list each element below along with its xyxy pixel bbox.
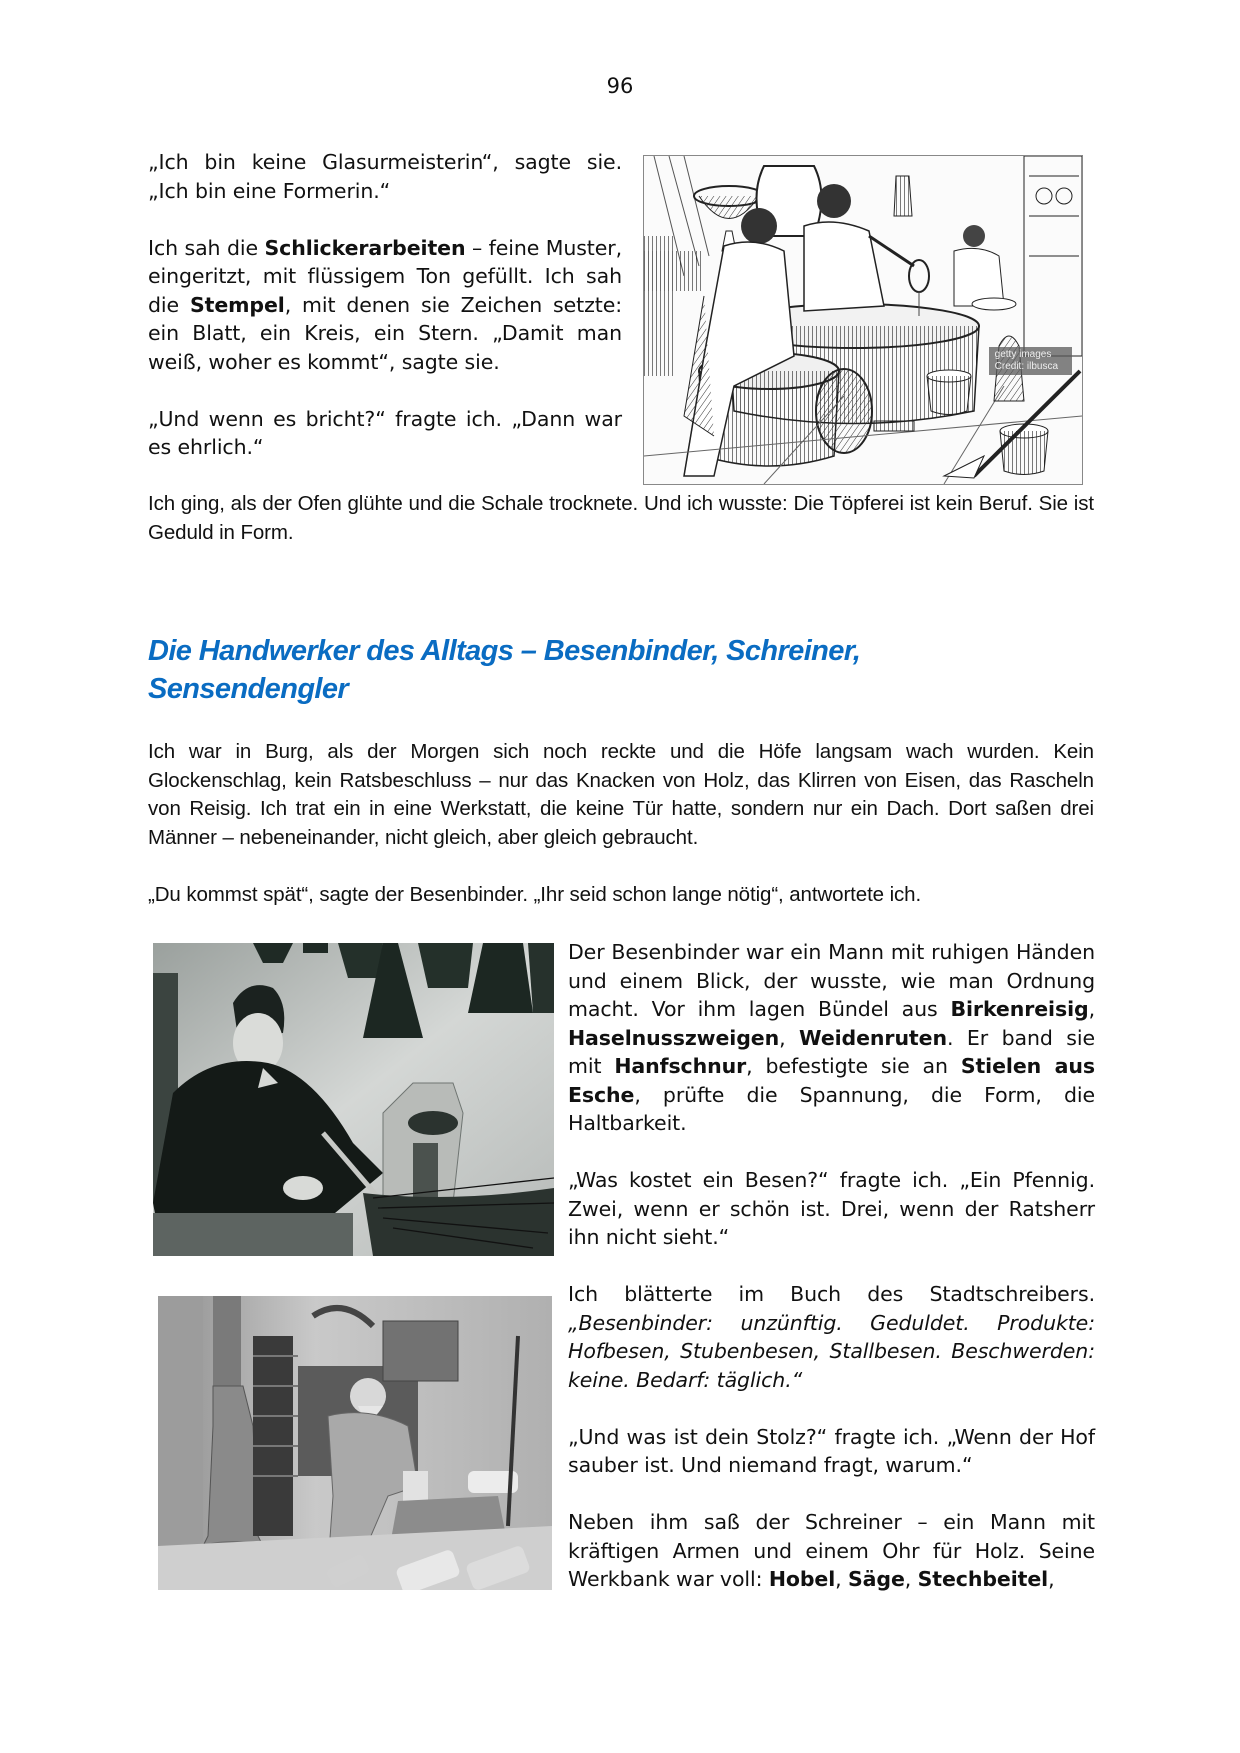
text-span: Der Besenbinder war ein Mann mit ruhigen Händen und einem Blick, der wusste, wie man Ordnung macht. Vor ihm lagen Bündel aus [568,940,1095,1021]
material-weidenruten: Weidenruten [799,1025,947,1050]
section-intro [148,738,1094,909]
material-hanfschnur: Hanfschnur [614,1054,747,1078]
material-haselnusszweigen: Haselnusszweigen [568,1025,780,1050]
text-span: , mit denen sie Zeichen setzte: ein Blatt, ein Kreis, ein Stern. „Damit man weiß, woher es kommt“, sagte sie. [148,292,623,374]
besenbinder-column [568,938,1095,1594]
watermark-credit: Credit: ilbusca [994,361,1058,372]
broom-maker-illustration [153,943,554,1256]
paragraph-bricht: „Und wenn es bricht?“ fragte ich. „Dann war es ehrlich.“ [148,406,622,459]
text-span: , [1088,997,1095,1021]
material-stielen-aus-esche: Stielen aus Esche [568,1054,1096,1107]
page-number: 96 [606,74,634,98]
broom-maker-photo [153,943,554,1256]
paragraph-besenbinder [568,938,1095,1138]
text-span: , befestigte sie an [746,1054,961,1078]
quote-formerin [148,148,622,205]
section-heading: Die Handwerker des Alltags – Besenbinder, Schreiner, Sensendengler [148,635,861,705]
text-span: , [1048,1567,1055,1591]
tool-saege: Säge [848,1567,905,1591]
text-span: – feine Muster, eingeritzt, mit flüssigem Ton gefüllt. Ich sah die [148,235,622,317]
watermark-brand: getty images [994,349,1052,360]
getty-watermark [989,347,1072,375]
carpenter-illustration [158,1296,552,1590]
quote-line-1: „Ich bin keine Glasurmeisterin“, sagte sie. [148,150,622,174]
quote-line-2: „Ich bin eine Formerin.“ [148,178,391,203]
record-entry: „Besenbinder: unzünftig. Geduldet. Produkte: Hofbesen, Stubenbesen, Stallbesen. Beschwerden: keine. Bedarf: täglich.“ [568,1310,1095,1392]
term-stempel: Stempel [189,292,285,317]
material-birkenreisig: Birkenreisig [950,997,1089,1021]
pottery-illustration [644,156,1082,484]
pottery-engraving-image [643,155,1083,485]
text-span: Ich sah die [148,235,265,260]
text-span: , prüfte die Spannung, die Form, die Haltbarkeit. [568,1082,1095,1135]
text-span: , [835,1567,849,1591]
paragraph-schreiner [568,1508,1095,1594]
paragraph-price: „Was kostet ein Besen?“ fragte ich. „Ein Pfennig. Zwei, wenn er schön ist. Drei, wenn der Ratsherr ihn nicht sieht.“ [568,1168,1095,1249]
top-text-column [148,148,622,462]
paragraph-stolz: „Und was ist dein Stolz?“ fragte ich. „Wenn der Hof sauber ist. Und niemand fragt, warum.“ [568,1424,1095,1477]
paragraph-du-kommst-spaet: „Du kommst spät“, sagte der Besenbinder. „Ihr seid schon lange nötig“, antwortete ich. [148,882,922,906]
text-span: . Er band sie mit [568,1025,1095,1078]
text-span: , [904,1567,918,1591]
text-span: Ich blätterte im Buch des Stadtschreibers. [568,1282,1095,1306]
paragraph-burg: Ich war in Burg, als der Morgen sich noch reckte und die Höfe langsam wach wurden. Kein Glockenschlag, kein Ratsbeschluss – nur das Knacken von Holz, das Klirren von Eisen, das Rascheln von Reisig. Ich trat ein in eine Werkstatt, die keine Tür hatte, sondern nur ein Dach. Dort saßen drei Männer – nebeneinander, nicht gleich, aber gleich gebraucht. [148,740,1094,849]
text-span: Neben ihm saß der Schreiner – ein Mann mit kräftigen Armen und einem Ohr für Holz. Seine Werkbank war voll: [568,1510,1095,1591]
paragraph-stadtschreiber [568,1280,1095,1394]
tool-stechbeitel: Stechbeitel [917,1567,1049,1591]
paragraph-schlicker [148,234,622,377]
text-span: , [779,1025,800,1050]
term-schlickerarbeiten: Schlickerarbeiten [264,235,466,260]
tool-hobel: Hobel [768,1567,836,1591]
carpenter-photo [158,1296,552,1590]
pottery-closing-paragraph: Ich ging, als der Ofen glühte und die Schale trocknete. Und ich wusste: Die Töpferei ist kein Beruf. Sie ist Geduld in Form. [148,492,1094,544]
